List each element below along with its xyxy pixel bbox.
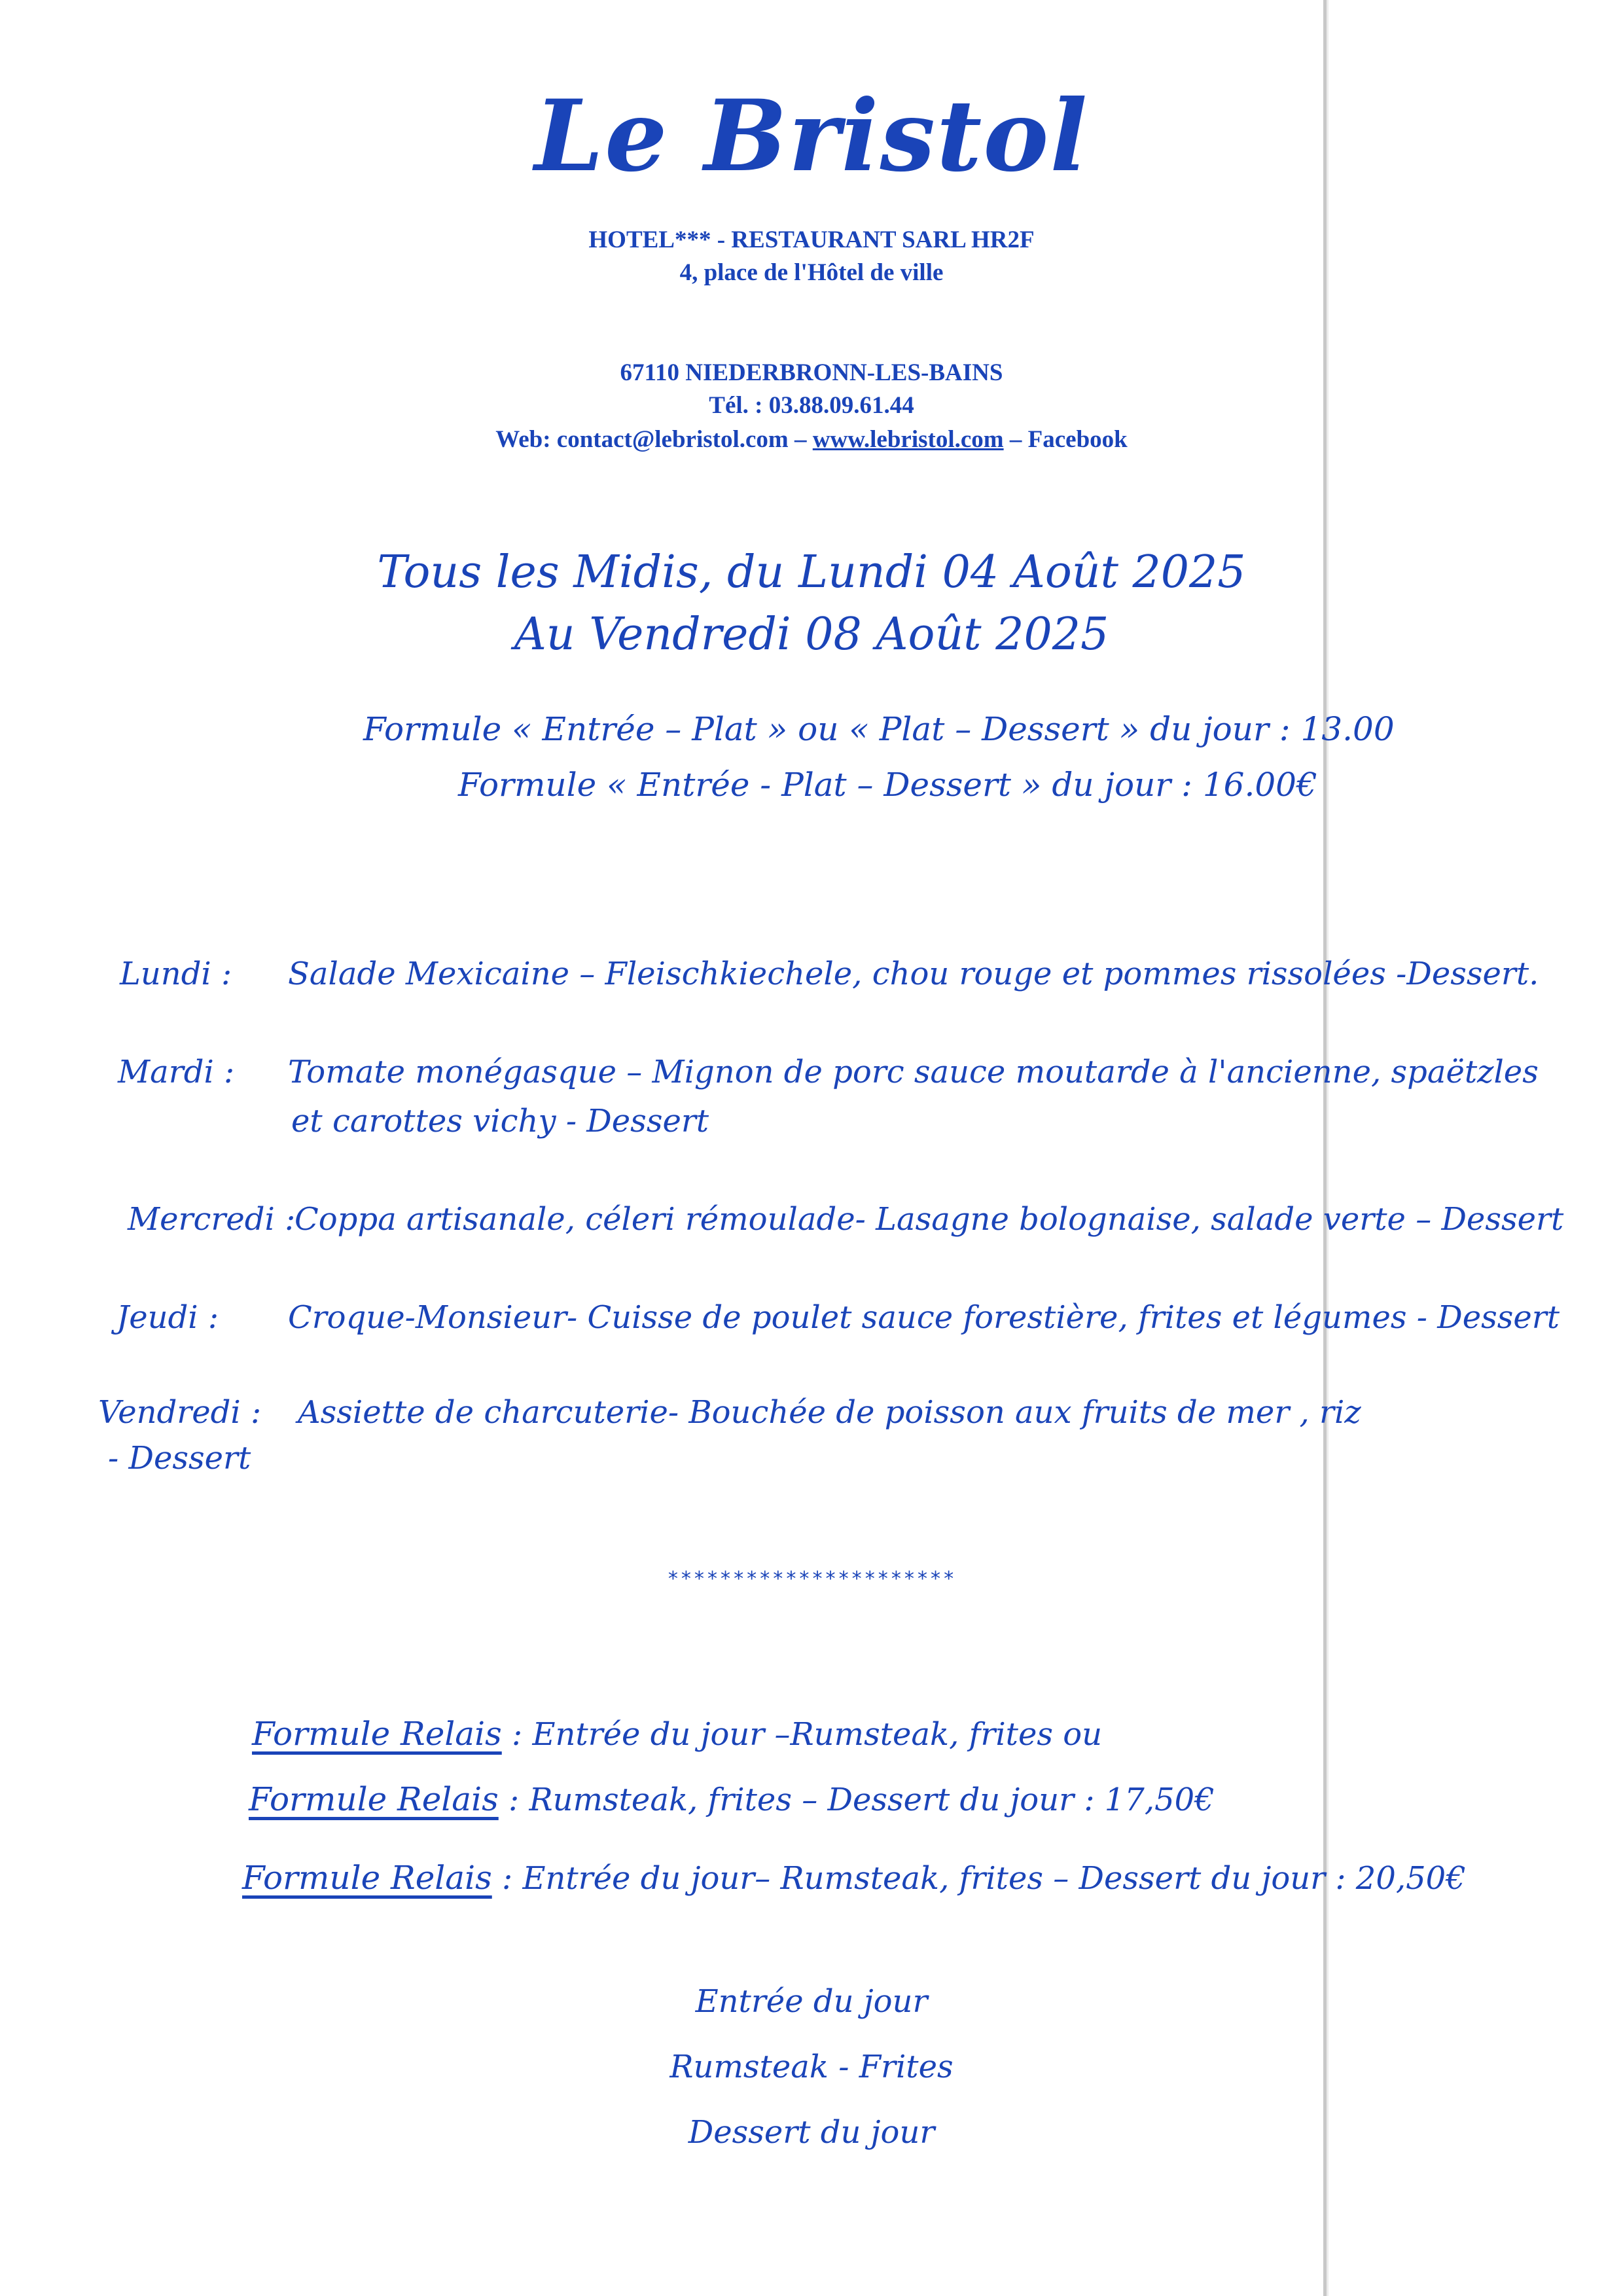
header-web-facebook: – Facebook: [1003, 426, 1128, 453]
relais-row-3: [242, 1859, 1466, 1897]
day-label-vendredi: Vendredi :: [98, 1394, 262, 1431]
relais-row-1: [252, 1715, 1102, 1753]
relais-text-3: : Entrée du jour– Rumsteak, frites – Dessert du jour : 20,50€: [491, 1860, 1466, 1897]
header-address: 4, place de l'Hôtel de ville: [679, 259, 944, 286]
relais-label-1: Formule Relais: [252, 1715, 502, 1753]
day-menu-mardi-continued: et carottes vichy - Dessert: [291, 1103, 709, 1139]
website-link[interactable]: www.lebristol.com: [812, 426, 1004, 453]
day-label-mercredi: Mercredi :: [128, 1201, 296, 1238]
promo-period-line1: Tous les Midis, du Lundi 04 Août 2025: [377, 547, 1246, 598]
relais-row-2: [249, 1780, 1215, 1818]
relais-label-2: Formule Relais: [249, 1780, 499, 1818]
day-label-mardi: Mardi :: [118, 1054, 235, 1090]
closing-line-rumsteak: Rumsteak - Frites: [669, 2049, 954, 2085]
day-menu-lundi: Salade Mexicaine – Fleischkiechele, chou rouge et pommes rissolées -Dessert.: [288, 956, 1539, 992]
closing-line-dessert: Dessert du jour: [688, 2114, 935, 2151]
relais-label-3: Formule Relais: [242, 1859, 492, 1897]
section-separator: **********************: [667, 1568, 956, 1590]
day-menu-mercredi: Coppa artisanale, céleri rémoulade- Lasagne bolognaise, salade verte – Dessert: [294, 1201, 1564, 1238]
header-web-email: Web: contact@lebristol.com –: [495, 426, 813, 453]
day-menu-jeudi: Croque-Monsieur- Cuisse de poulet sauce forestière, frites et légumes - Dessert: [288, 1299, 1560, 1336]
day-menu-mardi: Tomate monégasque – Mignon de porc sauce moutarde à l'ancienne, spaëtzles: [288, 1054, 1539, 1090]
formula-line2: Formule « Entrée - Plat – Dessert » du jour : 16.00€: [458, 766, 1317, 804]
relais-text-1: : Entrée du jour –Rumsteak, frites ou: [501, 1716, 1103, 1753]
header-phone: Tél. : 03.88.09.61.44: [709, 392, 914, 419]
restaurant-logo: Le Bristol: [534, 79, 1089, 194]
relais-text-2: : Rumsteak, frites – Dessert du jour : 17,50€: [498, 1782, 1215, 1818]
closing-line-entree: Entrée du jour: [695, 1983, 928, 2020]
day-label-lundi: Lundi :: [120, 956, 232, 992]
header-city: 67110 NIEDERBRONN-LES-BAINS: [620, 359, 1003, 386]
formula-line1: Formule « Entrée – Plat » ou « Plat – Dessert » du jour : 13.00: [363, 710, 1395, 748]
promo-period-line2: Au Vendredi 08 Août 2025: [514, 609, 1109, 660]
day-menu-vendredi-continued: - Dessert: [108, 1440, 251, 1477]
day-menu-vendredi: Assiette de charcuterie- Bouchée de poisson aux fruits de mer , riz: [298, 1394, 1361, 1431]
header-company-line: HOTEL*** - RESTAURANT SARL HR2F: [588, 226, 1035, 253]
day-label-jeudi: Jeudi :: [116, 1299, 219, 1336]
page-fold-shadow: [1327, 0, 1329, 2296]
header-web: [0, 425, 1623, 454]
